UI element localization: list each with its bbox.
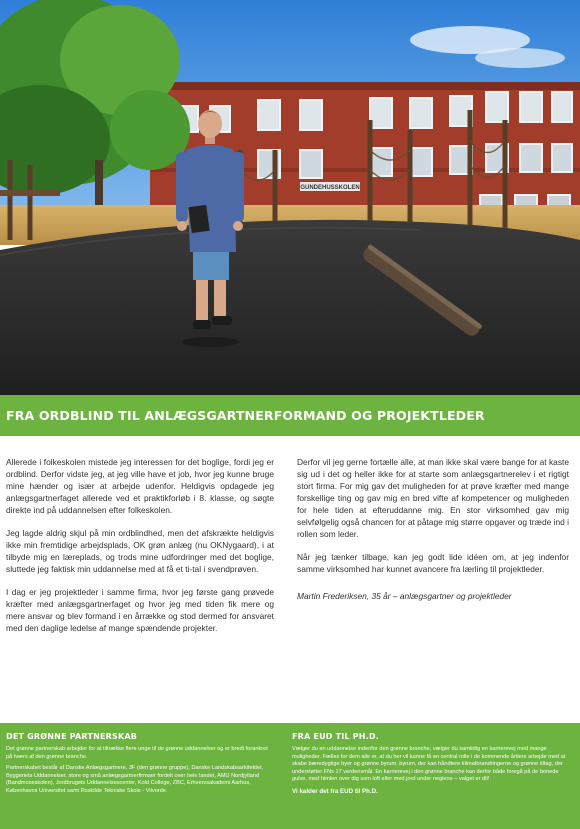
article-paragraph: Derfor vil jeg gerne fortælle alle, at man ikke skal være bange for at kaste sig ud i det og heller ikke for at starte som anlægsgartnerelev i et rigtigt stort firma. For mig gav det muligheden for at prøve kræfter med mange forskellige ting og gav mig en bred vifte af kompetencer og muligheden for hele tiden at efteruddanne mig. En stor virksomhed gav mig selvfølgelig også chancen for at påtage mig større opgaver og træde ind i rollen som leder. (297, 457, 569, 539)
article-title: FRA ORDBLIND TIL ANLÆGSGARTNERFORMAND OG PROJEKTLEDER (6, 408, 485, 423)
footer-career-heading: FRA EUD TIL PH.D. (292, 732, 379, 741)
hero-photo (0, 0, 580, 395)
footer-partnership-heading: DET GRØNNE PARTNERSKAB (6, 732, 138, 741)
article-paragraph: Når jeg tænker tilbage, kan jeg godt lide idéen om, at jeg indenfor samme virksomhed har kunnet avancere fra lærling til projektleder. (297, 552, 569, 574)
building-sign: GUNDEHUSSKOLEN (300, 185, 360, 191)
article-paragraph: I dag er jeg projektleder i samme firma, hvor jeg første gang prøvede kræfter med anlægsgartnerfaget og hvor jeg med tiden fik mere og mere ansvar og blev formand i en årrække og stod dermed for ansvaret med den daglige ledelse af mange spændende projekter. (6, 587, 274, 633)
footer-partnership-box (6, 732, 274, 800)
article-left-column (6, 456, 274, 645)
article-right-column (297, 456, 569, 613)
article-title-band (0, 395, 580, 436)
photo-image (0, 0, 580, 395)
footer-partnership-text: Partnerskabet består af Danske Anlægsgartnere, 3F (den grønne gruppe), Danske Landskabsarkitekter, Byggeriets Uddannelser, store og små anlægsgartnerfirmaer fordelt over hele landet, AMU Nordjylland (Bandmoseskolen), Jordbrugets Uddannelsescenter, Kold College, ZBC, Erhvervsakademi Aarhus, Københavns Universitet samt Roskilde Tekniske Skole - Vilvorde. (6, 765, 264, 794)
footer-career-box (292, 732, 572, 800)
footer-partnership-text: Det grønne partnerskab arbejder for at tiltrække flere unge til de grønne uddannelser og er bredt forankret på tværs af den grønne branche. (6, 746, 268, 760)
article-body (0, 436, 580, 723)
footer-band (0, 723, 580, 829)
footer-career-text: Vælger du en uddannelse indenfor den grønne branche, vælger du samtidig en karrierevej med mange muligheder. Fælles for dem alle er, at du her vil kunne få en central rolle i de kommende årtiers arbejde med at skabe bæredygtige byer og grønne byrum, byrum, der kan håndtere klimaforandringerne og grønne tiltag, der understøtter FNs 17 verdensmål. En karrierevej i den grønne branche kan derfor både foregå på de bonede gulve, med himlen over dig som loft eller med jord under neglene – valget er dit! (292, 746, 566, 783)
article-paragraph: Allerede i folkeskolen mistede jeg interessen for det boglige, fordi jeg er ordblind. Derfor vidste jeg, at jeg ville have et job, hvor jeg kunne bruge mine hænder og især at arbejde udenfor. Heldigvis opdagede jeg anlægsgartnerfaget allerede ved et praktikforløb i 8. klasse, og søgte direkte ind på uddannelsen efter folkeskolen. (6, 457, 274, 515)
article-paragraph: Jeg lagde aldrig skjul på min ordblindhed, men det afskrækte heldigvis ikke min fremtidige arbejdsplads, OK grøn anlæg (nu OKNygaard), i at tilbyde mig en læreplads, og trods mine udfordringer med det boglige, sluttede jeg faktisk min uddannelse med at få et ti-tal i svendprøven. (6, 528, 274, 574)
footer-career-closing: Vi kalder det fra EUD til Ph.D. (292, 787, 378, 795)
article-signature: Martin Frederiksen, 35 år – anlægsgartner og projektleder (297, 591, 512, 601)
